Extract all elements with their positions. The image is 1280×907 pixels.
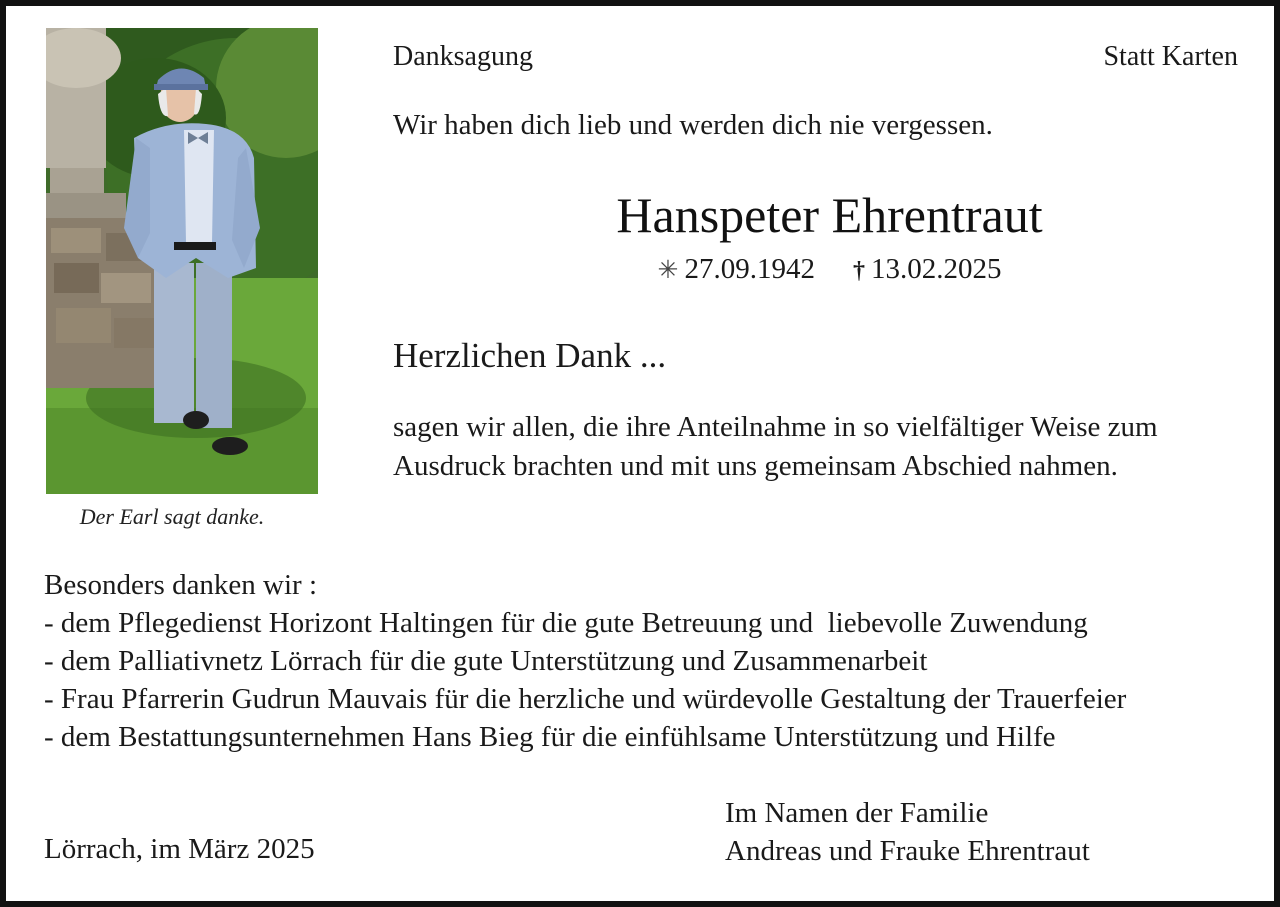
on-behalf-line: Im Namen der Familie <box>725 797 989 829</box>
motto-line: Wir haben dich lieb und werden dich nie vergessen. <box>393 109 993 141</box>
deceased-name: Hanspeter Ehrentraut <box>616 187 1043 243</box>
death-cross-icon: † <box>852 258 865 284</box>
family-signature <box>725 794 1090 870</box>
thanks-line: Ausdruck brachten und mit uns gemeinsam Abschied nahmen. <box>393 450 1118 482</box>
life-dates <box>393 253 1266 286</box>
special-thanks-item: - dem Bestattungsunternehmen Hans Bieg für die einfühlsame Unterstützung und Hilfe <box>44 721 1056 753</box>
header-danksagung: Danksagung <box>393 41 533 72</box>
family-names: Andreas und Frauke Ehrentraut <box>725 835 1090 867</box>
place-and-date: Lörrach, im März 2025 <box>44 833 315 865</box>
header-statt-karten: Statt Karten <box>1103 41 1238 72</box>
special-thanks-item: - dem Palliativnetz Lörrach für die gute Unterstützung und Zusammenarbeit <box>44 645 928 677</box>
birth-star-icon: ✳ <box>657 257 679 284</box>
special-thanks-item: - Frau Pfarrerin Gudrun Mauvais für die herzliche und würdevolle Gestaltung der Trauerfeier <box>44 683 1127 715</box>
special-thanks-section <box>44 566 1126 756</box>
thanks-paragraph <box>393 408 1158 486</box>
portrait-photo <box>46 28 318 494</box>
death-date: 13.02.2025 <box>870 253 1002 285</box>
birth-date: 27.09.1942 <box>684 253 815 285</box>
special-thanks-item: - dem Pflegedienst Horizont Haltingen für die gute Betreuung und liebevolle Zuwendung <box>44 607 1088 639</box>
special-thanks-intro: Besonders danken wir : <box>44 569 318 601</box>
thanks-line: sagen wir allen, die ihre Anteilnahme in so vielfältiger Weise zum <box>393 411 1158 443</box>
photo-caption: Der Earl sagt danke. <box>79 504 265 529</box>
thanks-heading: Herzlichen Dank ... <box>393 336 667 375</box>
